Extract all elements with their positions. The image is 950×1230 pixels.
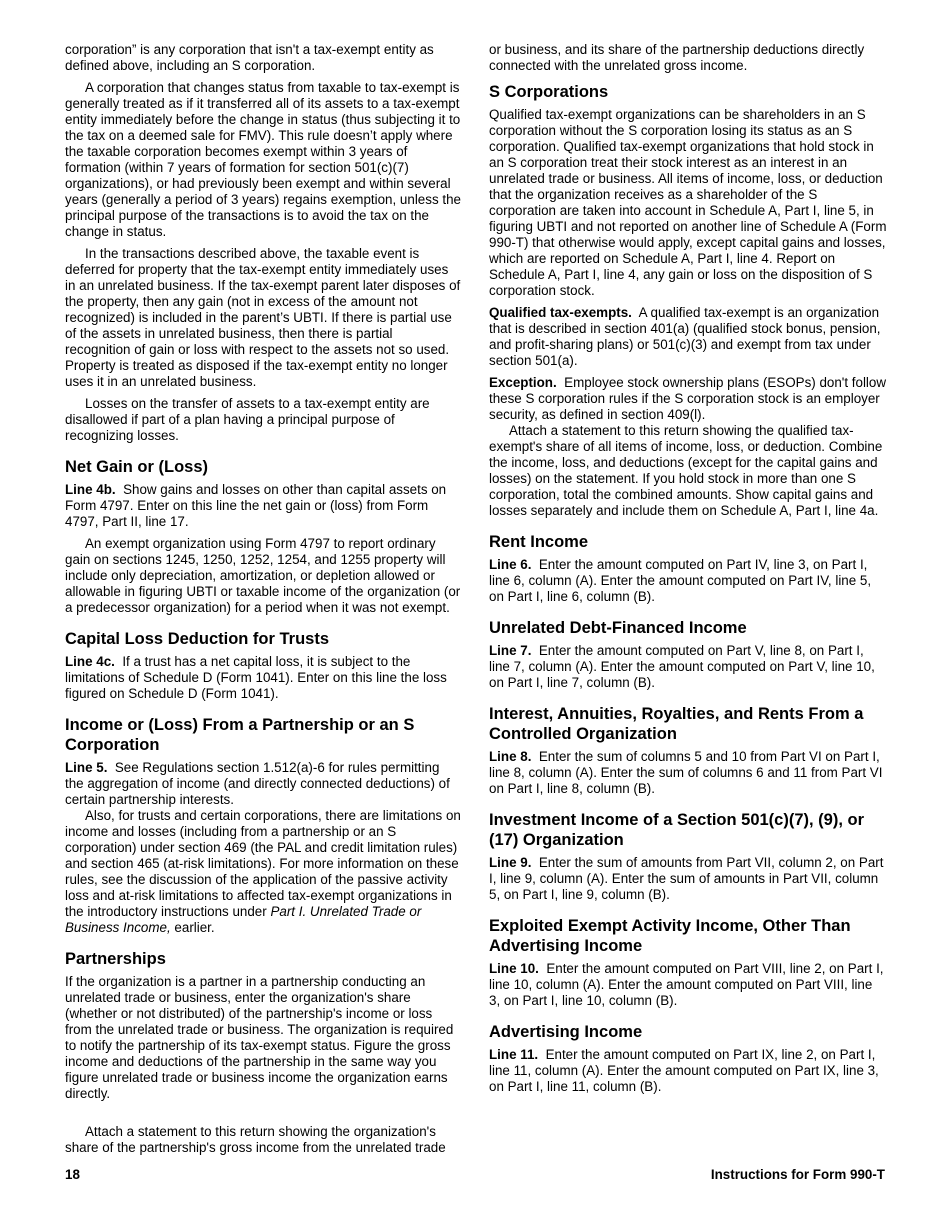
also-trusts-end: earlier. bbox=[174, 920, 215, 935]
paragraph-s-corporations: Qualified tax-exempt organizations can be shareholders in an S corporation without the S corporation losing its status as an S corporation. Qualified tax-exempt organizations that hold stock in an S corporation treat their stock interest as an interest in an unrelated trade or business. All items of income, loss, or deduction that the organization receives as a shareholder of the S corporation are taken into account in Schedule A, Part I, line 5, in figuring UBTI and not reported on another line of Schedule A (Form 990-T) that otherwise would apply, except capital gains and losses, which are reported on Schedule A, Part I, line 4. Report on Schedule A, Part I, line 4, any gain or loss on the disposition of S corporation stock. bbox=[489, 107, 887, 298]
paragraph-line-5 bbox=[65, 760, 461, 808]
paragraph-line-9 bbox=[489, 855, 887, 903]
heading-investment-income: Investment Income of a Section 501(c)(7), (9), or (17) Organization bbox=[489, 811, 865, 849]
also-trusts-italic: Part I. Unrelated Trade or Business Income, bbox=[65, 904, 422, 935]
paragraph-losses: Losses on the transfer of assets to a tax-exempt entity are disallowed if part of a plan having a principal purpose of recognizing losses. bbox=[65, 396, 430, 443]
line-10-label: Line 10. bbox=[489, 961, 539, 976]
paragraph-partnerships: If the organization is a partner in a partnership conducting an unrelated trade or business, enter the organization's share (whether or not distributed) of the partnership's income or loss from the unrelated trade or business. The organization is required to notify the partnership of its tax-exempt status. Figure the gross income and deductions of the partnership in the same way you figure unrelated trade or business income the organization earns directly. bbox=[65, 974, 454, 1101]
paragraph-form-4797: An exempt organization using Form 4797 to report ordinary gain on sections 1245, 1250, 1252, 1254, and 1255 property will include only depreciation, amortization, or depletion allowed or allowable in figuring UBTI or taxable income of the organization (or a predecessor organization) for a period when it was not exempt. bbox=[65, 536, 461, 615]
paragraph-line-8 bbox=[489, 749, 887, 797]
line-4c-text: If a trust has a net capital loss, it is subject to the limitations of Schedule D (Form 1041). Enter on this line the loss figured on Schedule D (Form 1041). bbox=[65, 654, 447, 701]
line-4b-label: Line 4b. bbox=[65, 482, 116, 497]
line-5-text: See Regulations section 1.512(a)-6 for rules permitting the aggregation of income (and directly connected deductions) of certain partnership interests. bbox=[65, 760, 450, 807]
paragraph-qualified-tax-exempts bbox=[489, 305, 887, 369]
exception-label: Exception. bbox=[489, 375, 557, 390]
heading-capital-loss: Capital Loss Deduction for Trusts bbox=[65, 630, 330, 648]
paragraph-line-10 bbox=[489, 961, 887, 1009]
heading-income-partnership: Income or (Loss) From a Partnership or an S Corporation bbox=[65, 716, 415, 754]
line-10-text: Enter the amount computed on Part VIII, line 2, on Part I, line 10, column (A). Enter the amount computed on Part VIII, line 3, on Part I, line 10, column (B). bbox=[489, 961, 884, 1008]
paragraph-continued: or business, and its share of the partnership deductions directly connected with the unrelated gross income. bbox=[489, 42, 865, 73]
paragraph-intro-tail: corporation” is any corporation that isn't a tax-exempt entity as defined above, including an S corporation. bbox=[65, 42, 434, 73]
left-column bbox=[65, 42, 461, 1162]
heading-debt-financed: Unrelated Debt-Financed Income bbox=[489, 619, 747, 637]
qualified-tax-exempts-label: Qualified tax-exempts. bbox=[489, 305, 632, 320]
line-6-label: Line 6. bbox=[489, 557, 532, 572]
paragraph-line-4b bbox=[65, 482, 461, 530]
line-11-text: Enter the amount computed on Part IX, line 2, on Part I, line 11, column (A). Enter the amount computed on Part IX, line 3, on Part I, line 11, column (B). bbox=[489, 1047, 879, 1094]
heading-exploited-exempt: Exploited Exempt Activity Income, Other Than Advertising Income bbox=[489, 917, 851, 955]
paragraph-taxable-event: In the transactions described above, the taxable event is deferred for property that the tax-exempt entity immediately uses in an unrelated business. If the tax-exempt parent later disposes of the property, then any gain (not in excess of the amount not recognized) is included in the parent’s UBTI. If there is partial use of the assets in unrelated business, then there is partial recognition of gain or loss with respect to the assets not so used. Property is treated as disposed if the tax-exempt entity no longer uses it in an unrelated business. bbox=[65, 246, 461, 389]
line-8-label: Line 8. bbox=[489, 749, 532, 764]
paragraph-also-trusts bbox=[65, 808, 461, 936]
heading-advertising-income: Advertising Income bbox=[489, 1023, 643, 1041]
line-11-label: Line 11. bbox=[489, 1047, 539, 1062]
line-9-text: Enter the sum of amounts from Part VII, column 2, on Part I, line 9, column (A). Enter the sum of amounts in Part VII, column 5, on Part I, line 9, column (B). bbox=[489, 855, 884, 902]
paragraph-line-11 bbox=[489, 1047, 887, 1095]
paragraph-line-7 bbox=[489, 643, 887, 691]
paragraph-line-4c bbox=[65, 654, 461, 702]
heading-s-corporations: S Corporations bbox=[489, 83, 609, 101]
line-7-text: Enter the amount computed on Part V, line 8, on Part I, line 7, column (A). Enter the amount computed on Part V, line 10, on Part I, line 7, column (B). bbox=[489, 643, 875, 690]
paragraph-attach-partnership: Attach a statement to this return showing the organization's share of the partnership's gross income from the unrelated trade bbox=[65, 1124, 446, 1155]
paragraph-change-status: A corporation that changes status from taxable to tax-exempt is generally treated as if it transferred all of its assets to a tax-exempt entity immediately before the change in status (thus subjecting it to the tax on a deemed sale for FMV). This rule doesn’t apply where the taxable corporation becomes exempt within 3 years of formation (within 7 years of formation for section 501(c)(7) organizations), or had previously been exempt and within several years (generally a period of 3 years) regains exemption, unless the principal purpose of the transactions is to avoid the tax on the change in status. bbox=[65, 80, 461, 239]
line-9-label: Line 9. bbox=[489, 855, 532, 870]
line-4c-label: Line 4c. bbox=[65, 654, 115, 669]
line-5-label: Line 5. bbox=[65, 760, 108, 775]
also-trusts-text: Also, for trusts and certain corporations, there are limitations on income and losses (including from a partnership or an S corporation) under section 469 (the PAL and credit limitation rules) and section 465 (at-risk limitations). For more information on these rules, see the discussion of the application of the passive activity loss and at-risk limitations to affected tax-exempt organizations in the introductory instructions under bbox=[65, 808, 461, 919]
paragraph-exception bbox=[489, 375, 887, 423]
form-title-footer: Instructions for Form 990-T bbox=[710, 1167, 885, 1182]
line-6-text: Enter the amount computed on Part IV, line 3, on Part I, line 6, column (A). Enter the amount computed on Part IV, line 5, on Part I, line 6, column (B). bbox=[489, 557, 872, 604]
qualified-tax-exempts-text: A qualified tax-exempt is an organization that is described in section 401(a) (qualified stock bonus, pension, and profit-sharing plans) or 501(c)(3) and exempt from tax under section 501(a). bbox=[489, 305, 881, 368]
exception-text: Employee stock ownership plans (ESOPs) don't follow these S corporation rules if the S corporation stock is an employer security, as defined in section 409(l). bbox=[489, 375, 887, 422]
heading-interest-annuities: Interest, Annuities, Royalties, and Rents From a Controlled Organization bbox=[489, 705, 864, 743]
heading-net-gain: Net Gain or (Loss) bbox=[65, 458, 209, 476]
heading-partnerships: Partnerships bbox=[65, 950, 166, 968]
paragraph-attach-s-corp: Attach a statement to this return showing the qualified tax-exempt's share of all items of income, loss, or deduction. Combine the income, loss, and deductions (except for the capital gains and losses) on the statement. If you hold stock in more than one S corporation, total the combined amounts. Show capital gains and losses separately and include them on Schedule A, Part I, line 4a. bbox=[489, 423, 883, 518]
heading-rent-income: Rent Income bbox=[489, 533, 589, 551]
paragraph-line-6 bbox=[489, 557, 887, 605]
line-8-text: Enter the sum of columns 5 and 10 from Part VI on Part I, line 8, column (A). Enter the sum of columns 6 and 11 from Part VI on Part I, line 8, column (B). bbox=[489, 749, 883, 796]
page-number: 18 bbox=[65, 1167, 80, 1182]
line-7-label: Line 7. bbox=[489, 643, 532, 658]
line-4b-text: Show gains and losses on other than capital assets on Form 4797. Enter on this line the net gain or (loss) from Form 4797, Part II, line 17. bbox=[65, 482, 447, 529]
right-column bbox=[489, 42, 887, 1101]
